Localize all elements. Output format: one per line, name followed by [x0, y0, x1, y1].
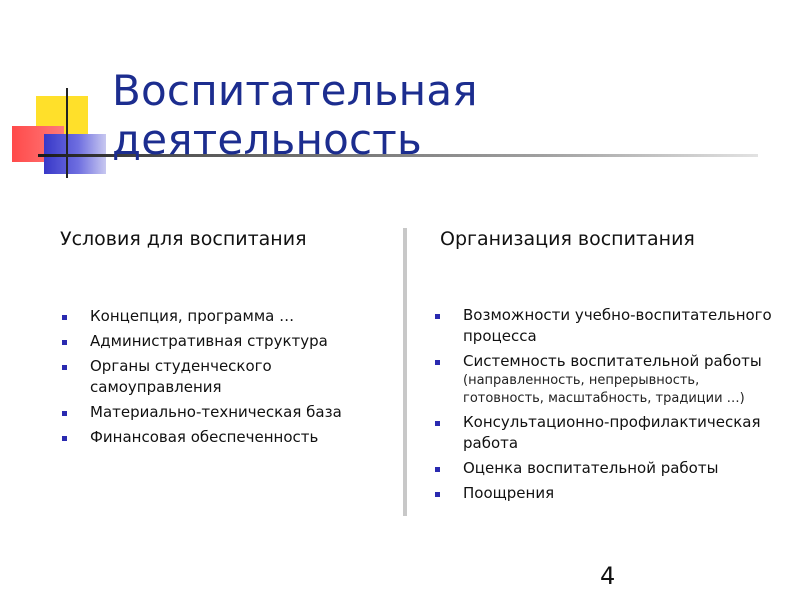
- square-bullet-icon: [435, 421, 440, 426]
- square-bullet-icon: [62, 411, 67, 416]
- list-item: [433, 351, 783, 408]
- slide-title: Воспитательная деятельность: [112, 66, 478, 164]
- square-bullet-icon: [62, 436, 67, 441]
- square-bullet-icon: [435, 492, 440, 497]
- list-item-text: Финансовая обеспеченность: [90, 428, 319, 446]
- list-item-text: Административная структура: [90, 332, 328, 350]
- square-bullet-icon: [435, 314, 440, 319]
- left-bullet-list: [60, 306, 380, 452]
- square-bullet-icon: [435, 467, 440, 472]
- list-item-text: Возможности учебно-воспитательного процесса: [463, 306, 772, 345]
- page-number: 4: [600, 562, 616, 590]
- list-item: [60, 356, 380, 398]
- list-item-text: Поощрения: [463, 484, 555, 502]
- list-item-text: Консультационно-профилактическая работа: [463, 413, 761, 452]
- column-divider: [403, 228, 407, 516]
- list-item: [433, 305, 783, 347]
- list-item: [433, 458, 783, 479]
- left-column-heading: Условия для воспитания: [60, 228, 307, 250]
- list-item-text: Материально-техническая база: [90, 403, 342, 421]
- list-item-text: Системность воспитательной работы: [463, 352, 762, 370]
- right-bullet-list: [433, 305, 783, 508]
- list-item: [433, 412, 783, 454]
- list-item: [60, 402, 380, 423]
- list-item-subtext: (направленность, непрерывность, готовность, масштабность, традиции …): [463, 373, 745, 406]
- list-item-text: Концепция, программа …: [90, 307, 295, 325]
- list-item: [60, 306, 380, 327]
- square-bullet-icon: [62, 315, 67, 320]
- square-bullet-icon: [62, 365, 67, 370]
- list-item-text: Органы студенческого самоуправления: [90, 357, 272, 396]
- list-item: [433, 483, 783, 504]
- right-column-heading: Организация воспитания: [440, 228, 695, 250]
- list-item: [60, 427, 380, 448]
- logo-vertical-line: [66, 88, 68, 178]
- list-item-text: Оценка воспитательной работы: [463, 459, 719, 477]
- list-item: [60, 331, 380, 352]
- square-bullet-icon: [435, 360, 440, 365]
- square-bullet-icon: [62, 340, 67, 345]
